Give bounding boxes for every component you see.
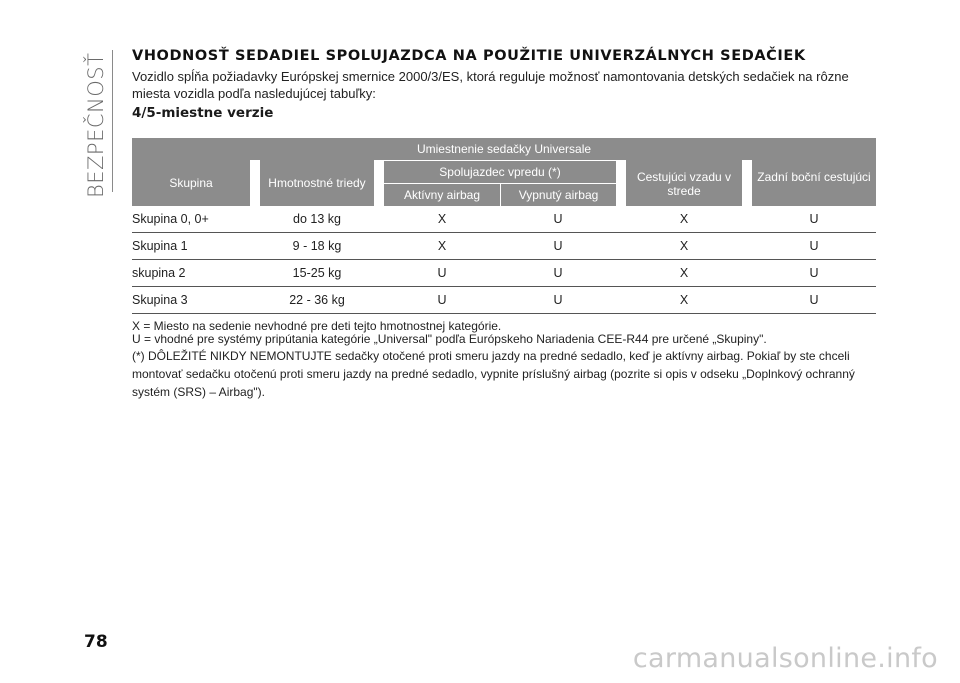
col-header-front: Spolujazdec vpredu (*) [384, 160, 616, 183]
intro-paragraph: Vozidlo spĺňa požiadavky Európskej smernice 2000/3/ES, ktorá reguluje možnosť namontovania detských sedačiek na rôzne miesta vozidla podľa nasledujúcej tabuľky: [132, 69, 849, 101]
watermark: carmanualsonline.info [632, 643, 938, 674]
cell-weight: 15-25 kg [260, 260, 374, 287]
page-title: VHODNOSŤ SEDADIEL SPOLUJAZDCA NA POUŽITIE UNIVERZÁLNYCH SEDAČIEK [132, 48, 806, 64]
cell-off: U [500, 260, 616, 287]
table-row [132, 233, 876, 260]
header-gap [374, 160, 384, 206]
cell-active: X [384, 206, 500, 233]
cell-group: Skupina 3 [132, 287, 250, 314]
table-header-row-top [132, 138, 876, 160]
table-row [132, 206, 876, 233]
cell-side: U [752, 287, 876, 314]
cell-side: U [752, 260, 876, 287]
table-header-row [132, 160, 876, 183]
col-header-rear-side: Zadní boční cestujúci [752, 160, 876, 206]
col-header-weight: Hmotnostné triedy [260, 160, 374, 206]
cell-center: X [626, 260, 742, 287]
note-u: U = vhodné pre systémy pripútania kategórie „Universal" podľa Európskeho Nariadenia CEE-R44 pre určené „Skupiny". [132, 332, 767, 346]
table-row [132, 260, 876, 287]
cell-weight: 22 - 36 kg [260, 287, 374, 314]
header-gap [616, 160, 626, 206]
seat-suitability-table [132, 138, 876, 314]
page-number: 78 [84, 632, 108, 652]
cell-active: X [384, 233, 500, 260]
col-header-group: Skupina [132, 160, 250, 206]
col-header-active-airbag: Aktívny airbag [384, 183, 500, 206]
version-subtitle: 4/5-miestne verzie [132, 105, 274, 121]
cell-group: Skupina 1 [132, 233, 250, 260]
table-notes [132, 320, 872, 401]
cell-side: U [752, 206, 876, 233]
header-gap [742, 160, 752, 206]
cell-center: X [626, 233, 742, 260]
table-header-top: Umiestnenie sedačky Universale [132, 138, 876, 160]
cell-weight: do 13 kg [260, 206, 374, 233]
col-header-rear-center: Cestujúci vzadu v strede [626, 160, 742, 206]
cell-weight: 9 - 18 kg [260, 233, 374, 260]
col-header-airbag-off: Vypnutý airbag [500, 183, 616, 206]
cell-active: U [384, 260, 500, 287]
cell-off: U [500, 206, 616, 233]
table-row [132, 287, 876, 314]
cell-group: Skupina 0, 0+ [132, 206, 250, 233]
section-label [84, 48, 108, 198]
section-label-text: BEZPEČNOSŤ [84, 52, 108, 198]
cell-active: U [384, 287, 500, 314]
cell-group: skupina 2 [132, 260, 250, 287]
page-content [132, 48, 872, 401]
section-divider [112, 50, 113, 192]
cell-center: X [626, 206, 742, 233]
note-important: (*) DÔLEŽITÉ NIKDY NEMONTUJTE sedačky otočené proti smeru jazdy na predné sedadlo, keď je aktívny airbag. Pokiaľ by ste chceli montovať sedačku otočenú proti smeru jazdy na predné sedadlo, vypnite príslušný airbag (pozrite si opis v odseku „Doplnkový ochranný systém (SRS) – Airbag"). [132, 349, 855, 399]
header-gap [250, 160, 260, 206]
cell-center: X [626, 287, 742, 314]
cell-side: U [752, 233, 876, 260]
cell-off: U [500, 233, 616, 260]
cell-off: U [500, 287, 616, 314]
note-x: X = Miesto na sedenie nevhodné pre deti tejto hmotnostnej kategórie. [132, 319, 502, 333]
